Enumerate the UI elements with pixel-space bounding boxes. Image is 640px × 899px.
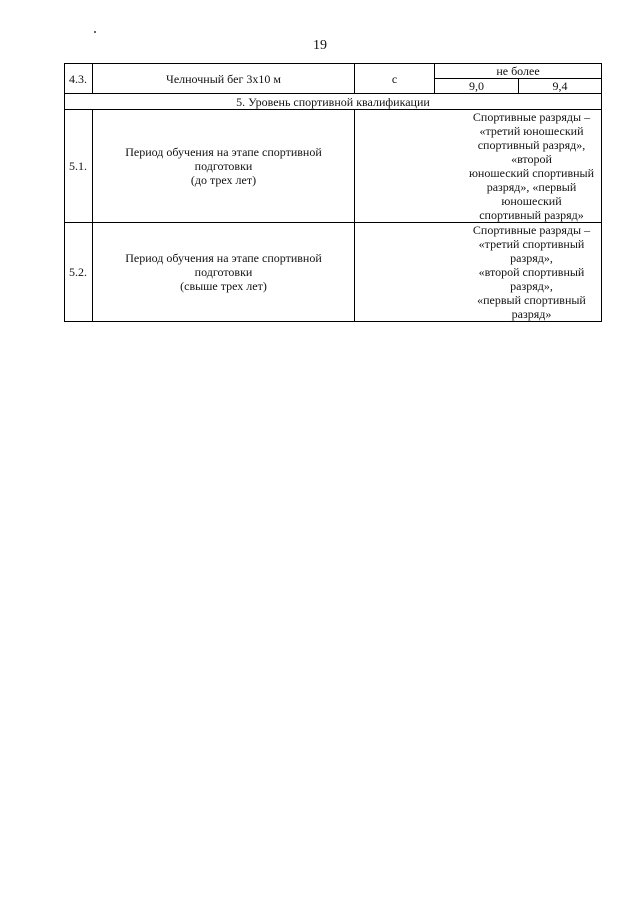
table-row: [65, 64, 602, 79]
rank-line: юношеский спортивный: [468, 166, 595, 180]
rank-line: разряд», «первый юношеский: [486, 180, 577, 208]
section-heading: 5. Уровень спортивной квалификации: [65, 94, 602, 110]
rank-line: «первый спортивный разряд»: [477, 293, 586, 321]
table-row: [65, 110, 602, 223]
period-line: (свыше трех лет): [180, 279, 267, 293]
period-line: Период обучения на этапе спортивной подготовки: [125, 251, 322, 279]
rank-line: Спортивные разряды –: [472, 223, 591, 237]
rank-line: спортивный разряд», «второй: [477, 138, 586, 166]
page-number: 19: [313, 38, 327, 53]
unit-cell: с: [355, 64, 435, 94]
row-number: 4.3.: [65, 64, 93, 94]
row-number: 5.2.: [65, 223, 93, 322]
table-row: [65, 94, 602, 110]
standards-table: [64, 63, 602, 322]
exercise-name: Челночный бег 3х10 м: [93, 64, 355, 94]
rank-line: спортивный разряд»: [479, 208, 584, 222]
limit-header: не более: [435, 64, 602, 79]
rank-line: «второй спортивный разряд»,: [478, 265, 585, 293]
row-number: 5.1.: [65, 110, 93, 223]
period-line: Период обучения на этапе спортивной подготовки: [125, 145, 322, 173]
rank-line: «третий спортивный разряд»,: [478, 237, 585, 265]
rank-line: Спортивные разряды –: [472, 110, 591, 124]
scan-speck: [94, 31, 96, 33]
rank-cell: [355, 223, 602, 322]
period-cell: [93, 110, 355, 223]
value-cell: 9,0: [435, 79, 519, 94]
period-cell: [93, 223, 355, 322]
period-line: (до трех лет): [190, 173, 257, 187]
rank-cell: [355, 110, 602, 223]
rank-line: «третий юношеский: [479, 124, 584, 138]
table-row: [65, 223, 602, 322]
value-cell: 9,4: [519, 79, 602, 94]
